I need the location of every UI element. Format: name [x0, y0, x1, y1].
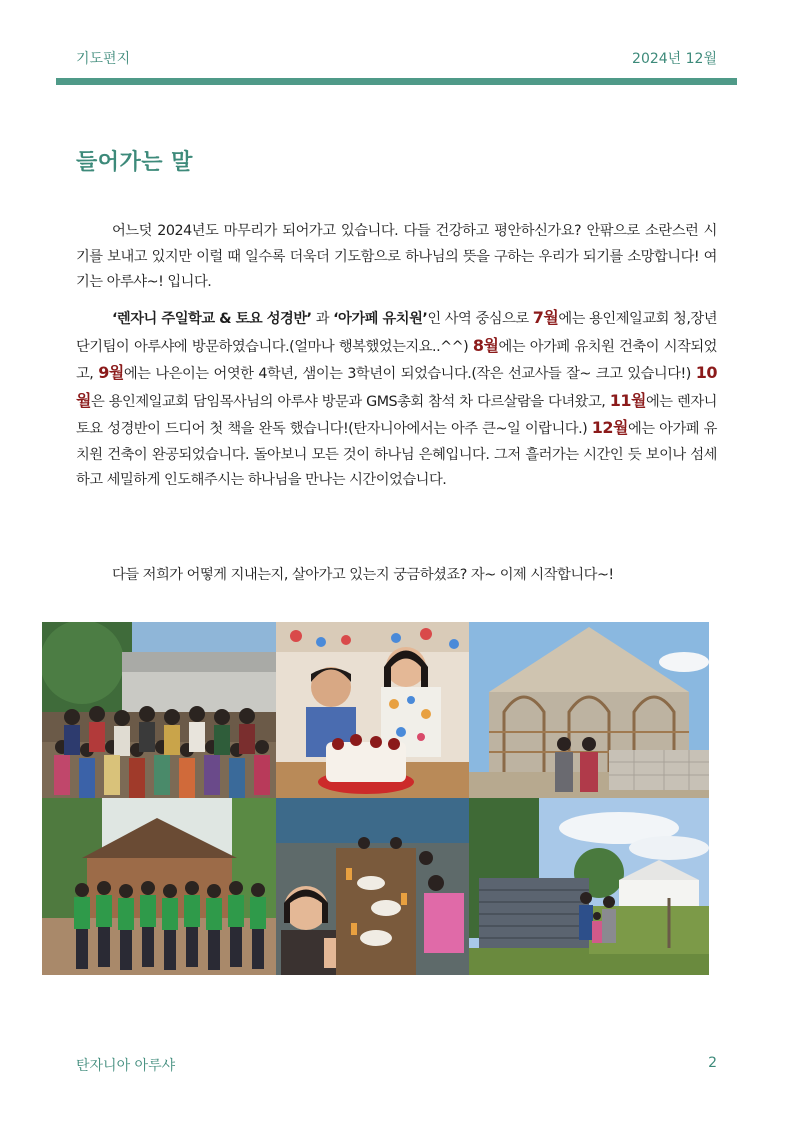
page-number: 2	[708, 1055, 717, 1071]
intro-paragraph: 어느덧 2024년도 마무리가 되어가고 있습니다. 다들 건강하고 평안하신가요? 안팎으로 소란스런 시기를 보내고 있지만 이럴 때 일수록 더욱더 기도함으로 하나님의 뜻을 구하는 우리가 되기를 소망합니다! 여기는 아루샤~! 입니다.	[76, 223, 717, 291]
month-july: 7월	[532, 308, 559, 328]
ministry-paragraph: ‘렌자니 주일학교 & 토요 성경반’ 과 ‘아가페 유치원’인 사역 중심으로 7월에는 용인제일교회 청,장년 단기팀이 아루샤에 방문하였습니다.(얼마나 행복했었는지요..^^) 8월에는 아가페 유치원 건축이 시작되었고, 9월에는 나은이는 어엿한 4학년, 샘이는 3학년이 되었습니다.(작은 선교사들 잘~ 크고 있습니다!) 10월은 용인제일교회 담임목사님의 아루샤 방문과 GMS총회 참석 차 다르살람을 다녀왔고, 11월에는 렌자니 토요 성경반이 드디어 첫 책을 완독 했습니다!(탄자니아에서는 아주 큰~일 이랍니다.) 12월에는 아가페 유치원 건축이 완공되었습니다. 돌아보니 모든 것이 하나님 은혜입니다. 그저 흘러가는 시간인 듯 보이나 섬세하고 세밀하게 인도해주시는 하나님을 만나는 시간이었습니다.	[76, 308, 718, 489]
header-divider	[56, 78, 737, 85]
photo-team-group	[42, 622, 276, 798]
photo-construction	[469, 622, 709, 798]
photo-kids-cake	[276, 622, 469, 798]
photo-collage	[42, 622, 709, 975]
ministry-name-1: ‘렌자니 주일학교 & 토요 성경반’	[112, 311, 312, 328]
section-title: 들어가는 말	[76, 150, 193, 175]
month-december: 12월	[591, 418, 628, 438]
photo-church-group	[42, 798, 276, 975]
month-november: 11월	[609, 390, 646, 410]
header-date: 2024년 12월	[632, 51, 717, 67]
footer-location: 탄자니아 아루샤	[76, 1058, 176, 1074]
month-august: 8월	[472, 335, 499, 355]
header-title: 기도편지	[76, 51, 131, 67]
closing-paragraph: 다들 저희가 어떻게 지내는지, 살아가고 있는지 궁금하셨죠? 자~ 이제 시작합니다~!	[112, 567, 614, 584]
photo-family-completion	[469, 798, 709, 975]
ministry-name-2: ‘아가페 유치원’	[333, 311, 428, 328]
month-october: 10월	[76, 363, 718, 410]
photo-children-meal	[276, 798, 469, 975]
month-september: 9월	[98, 363, 124, 383]
